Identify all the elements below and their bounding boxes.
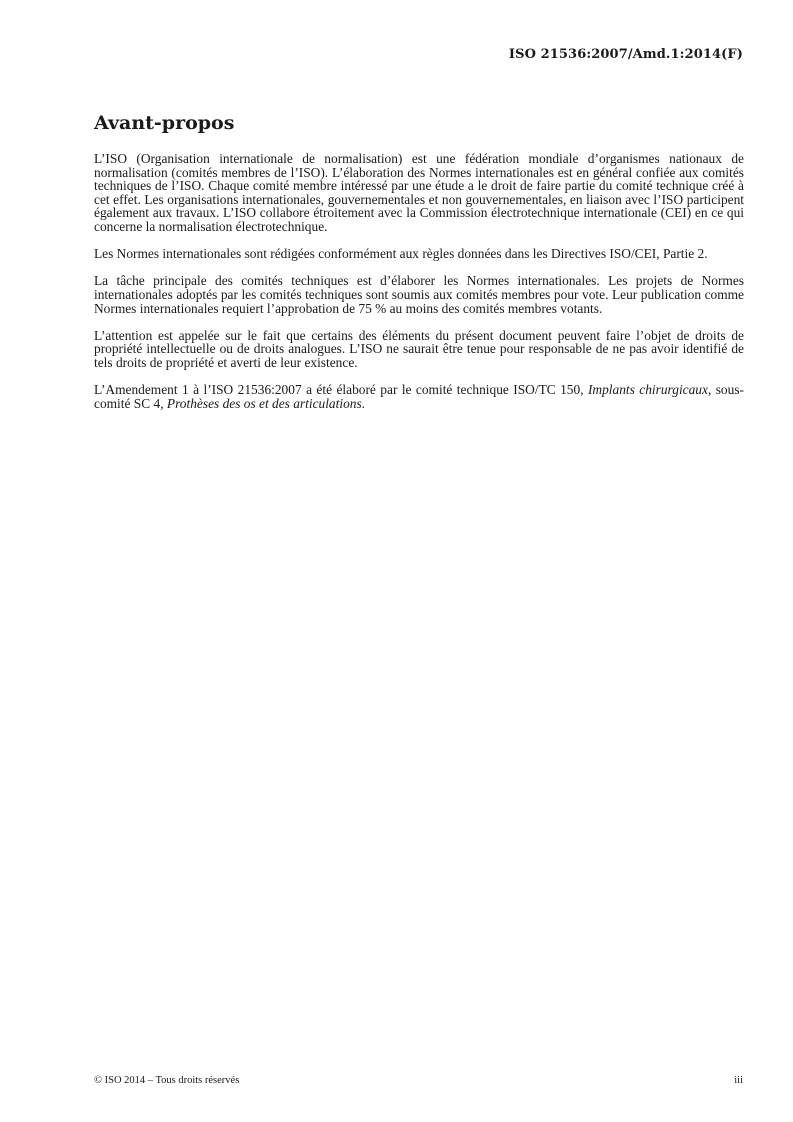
amendment-text-2: , sous-comité SC 4, — [94, 382, 744, 411]
paragraph-directives: Les Normes internationales sont rédigées conformément aux règles données dans les Directives ISO/CEI, Partie 2. — [94, 246, 708, 262]
paragraph-iso-organisation: L’ISO (Organisation internationale de normalisation) est une fédération mondiale d’organismes nationaux de normalisation (comités membres de l’ISO). L’élaboration des Normes internationales est en général confiée aux comités techniques de l’ISO. Chaque comité membre intéressé par une étude a le droit de faire partie du comité technique créé à cet effet. Les organisations internationales, gouvernementales et non gouvernementales, en liaison avec l’ISO participent également aux travaux. L’ISO collabore étroitement avec la Commission électrotechnique internationale (CEI) en ce qui concerne la normalisation électrotechnique. — [94, 151, 744, 234]
paragraph-amendment-info — [94, 383, 744, 410]
page-number: iii — [734, 1075, 743, 1086]
paragraph-technical-committees: La tâche principale des comités techniques est d’élaborer les Normes internationales. Les projets de Normes internationales adoptés par les comités techniques sont soumis aux comités membres pour vote. Leur publication comme Normes internationales requiert l’approbation de 75 % au moins des comités membres votants. — [94, 273, 744, 316]
amendment-text-1: L’Amendement 1 à l’ISO 21536:2007 a été élaboré par le comité technique ISO/TC 150, — [94, 382, 588, 398]
foreword-body — [94, 152, 744, 424]
committee-name: Implants chirurgicaux — [587, 382, 708, 398]
subcommittee-name: Prothèses des os et des articulations — [166, 395, 362, 411]
amendment-text-3: . — [361, 395, 366, 411]
paragraph-patent-rights: L’attention est appelée sur le fait que certains des éléments du présent document peuvent faire l’objet de droits de propriété intellectuelle ou de droits analogues. L’ISO ne saurait être tenue pour responsable de ne pas avoir identifié de tels droits de propriété et averti de leur existence. — [94, 327, 744, 370]
document-reference: ISO 21536:2007/Amd.1:2014(F) — [508, 47, 743, 62]
copyright-notice: © ISO 2014 – Tous droits réservés — [94, 1075, 240, 1086]
page-title: Avant-propos — [94, 112, 235, 134]
